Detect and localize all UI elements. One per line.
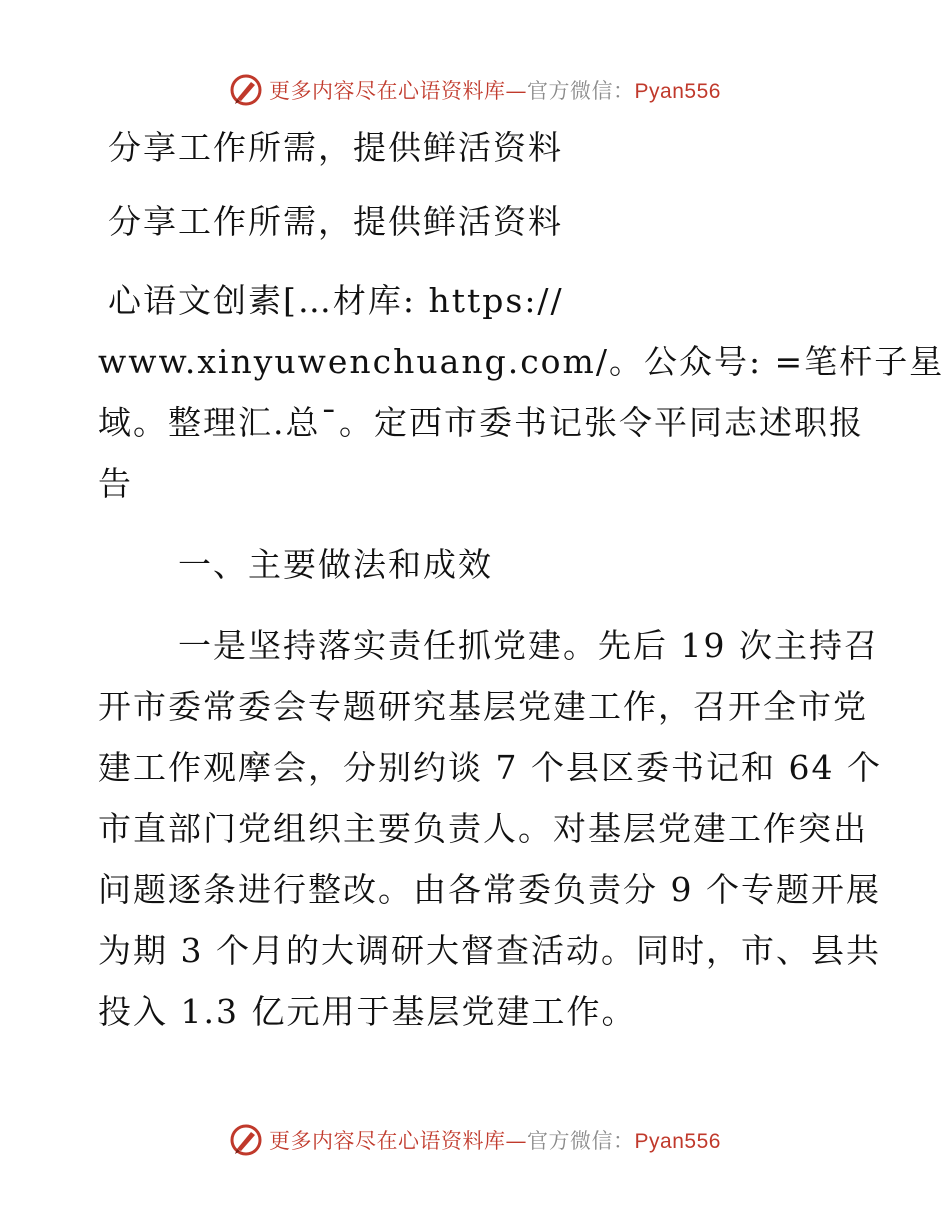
- paragraph-line: 市直部门党组织主要负责人。对基层党建工作突出: [98, 809, 868, 848]
- document-header: [98, 270, 945, 514]
- paragraph-line: 为期 3 个月的大调研大督查活动。同时，市、县共: [98, 931, 881, 970]
- paragraph-line: 建工作观摩会，分别约谈 7 个县区委书记和 64 个: [98, 748, 882, 787]
- header-banner: [0, 70, 950, 110]
- footer-banner: [0, 1120, 950, 1160]
- section-heading: 一、主要做法和成效: [178, 545, 493, 584]
- tagline-1: 分享工作所需，提供鲜活资料: [108, 128, 563, 167]
- body-paragraph: [98, 615, 882, 1042]
- banner-main-text: 更多内容尽在心语资料库—: [269, 79, 528, 103]
- header-line: www.xinyuwenchuang.com/。公众号: =笔杆子星: [98, 342, 945, 381]
- document-body: [98, 122, 945, 1042]
- paragraph-line: 一是坚持落实责任抓党建。先后 19 次主持召: [178, 626, 879, 665]
- banner-main-text: 更多内容尽在心语资料库—: [269, 1129, 528, 1153]
- paragraph-line: 问题逐条进行整改。由各常委负责分 9 个专题开展: [98, 870, 881, 909]
- tagline-2: 分享工作所需，提供鲜活资料: [108, 202, 563, 241]
- banner-text: [269, 75, 721, 105]
- header-line: 域。整理汇.总¯。定西市委书记张令平同志述职报: [98, 403, 864, 442]
- header-line: 告: [98, 464, 133, 503]
- banner-wechat-label: 官方微信：: [527, 79, 635, 103]
- paragraph-line: 开市委常委会专题研究基层党建工作，召开全市党: [98, 687, 868, 726]
- banner-text: [269, 1125, 721, 1155]
- paragraph-line: 投入 1.3 亿元用于基层党建工作。: [98, 992, 637, 1031]
- header-line: 心语文创素[…材库: https://: [108, 281, 564, 320]
- banner-wechat-id: Pyan556: [634, 1130, 721, 1153]
- pen-circle-logo-icon: [229, 73, 263, 107]
- banner-wechat-id: Pyan556: [634, 80, 721, 103]
- banner-wechat-label: 官方微信：: [527, 1129, 635, 1153]
- pen-circle-logo-icon: [229, 1123, 263, 1157]
